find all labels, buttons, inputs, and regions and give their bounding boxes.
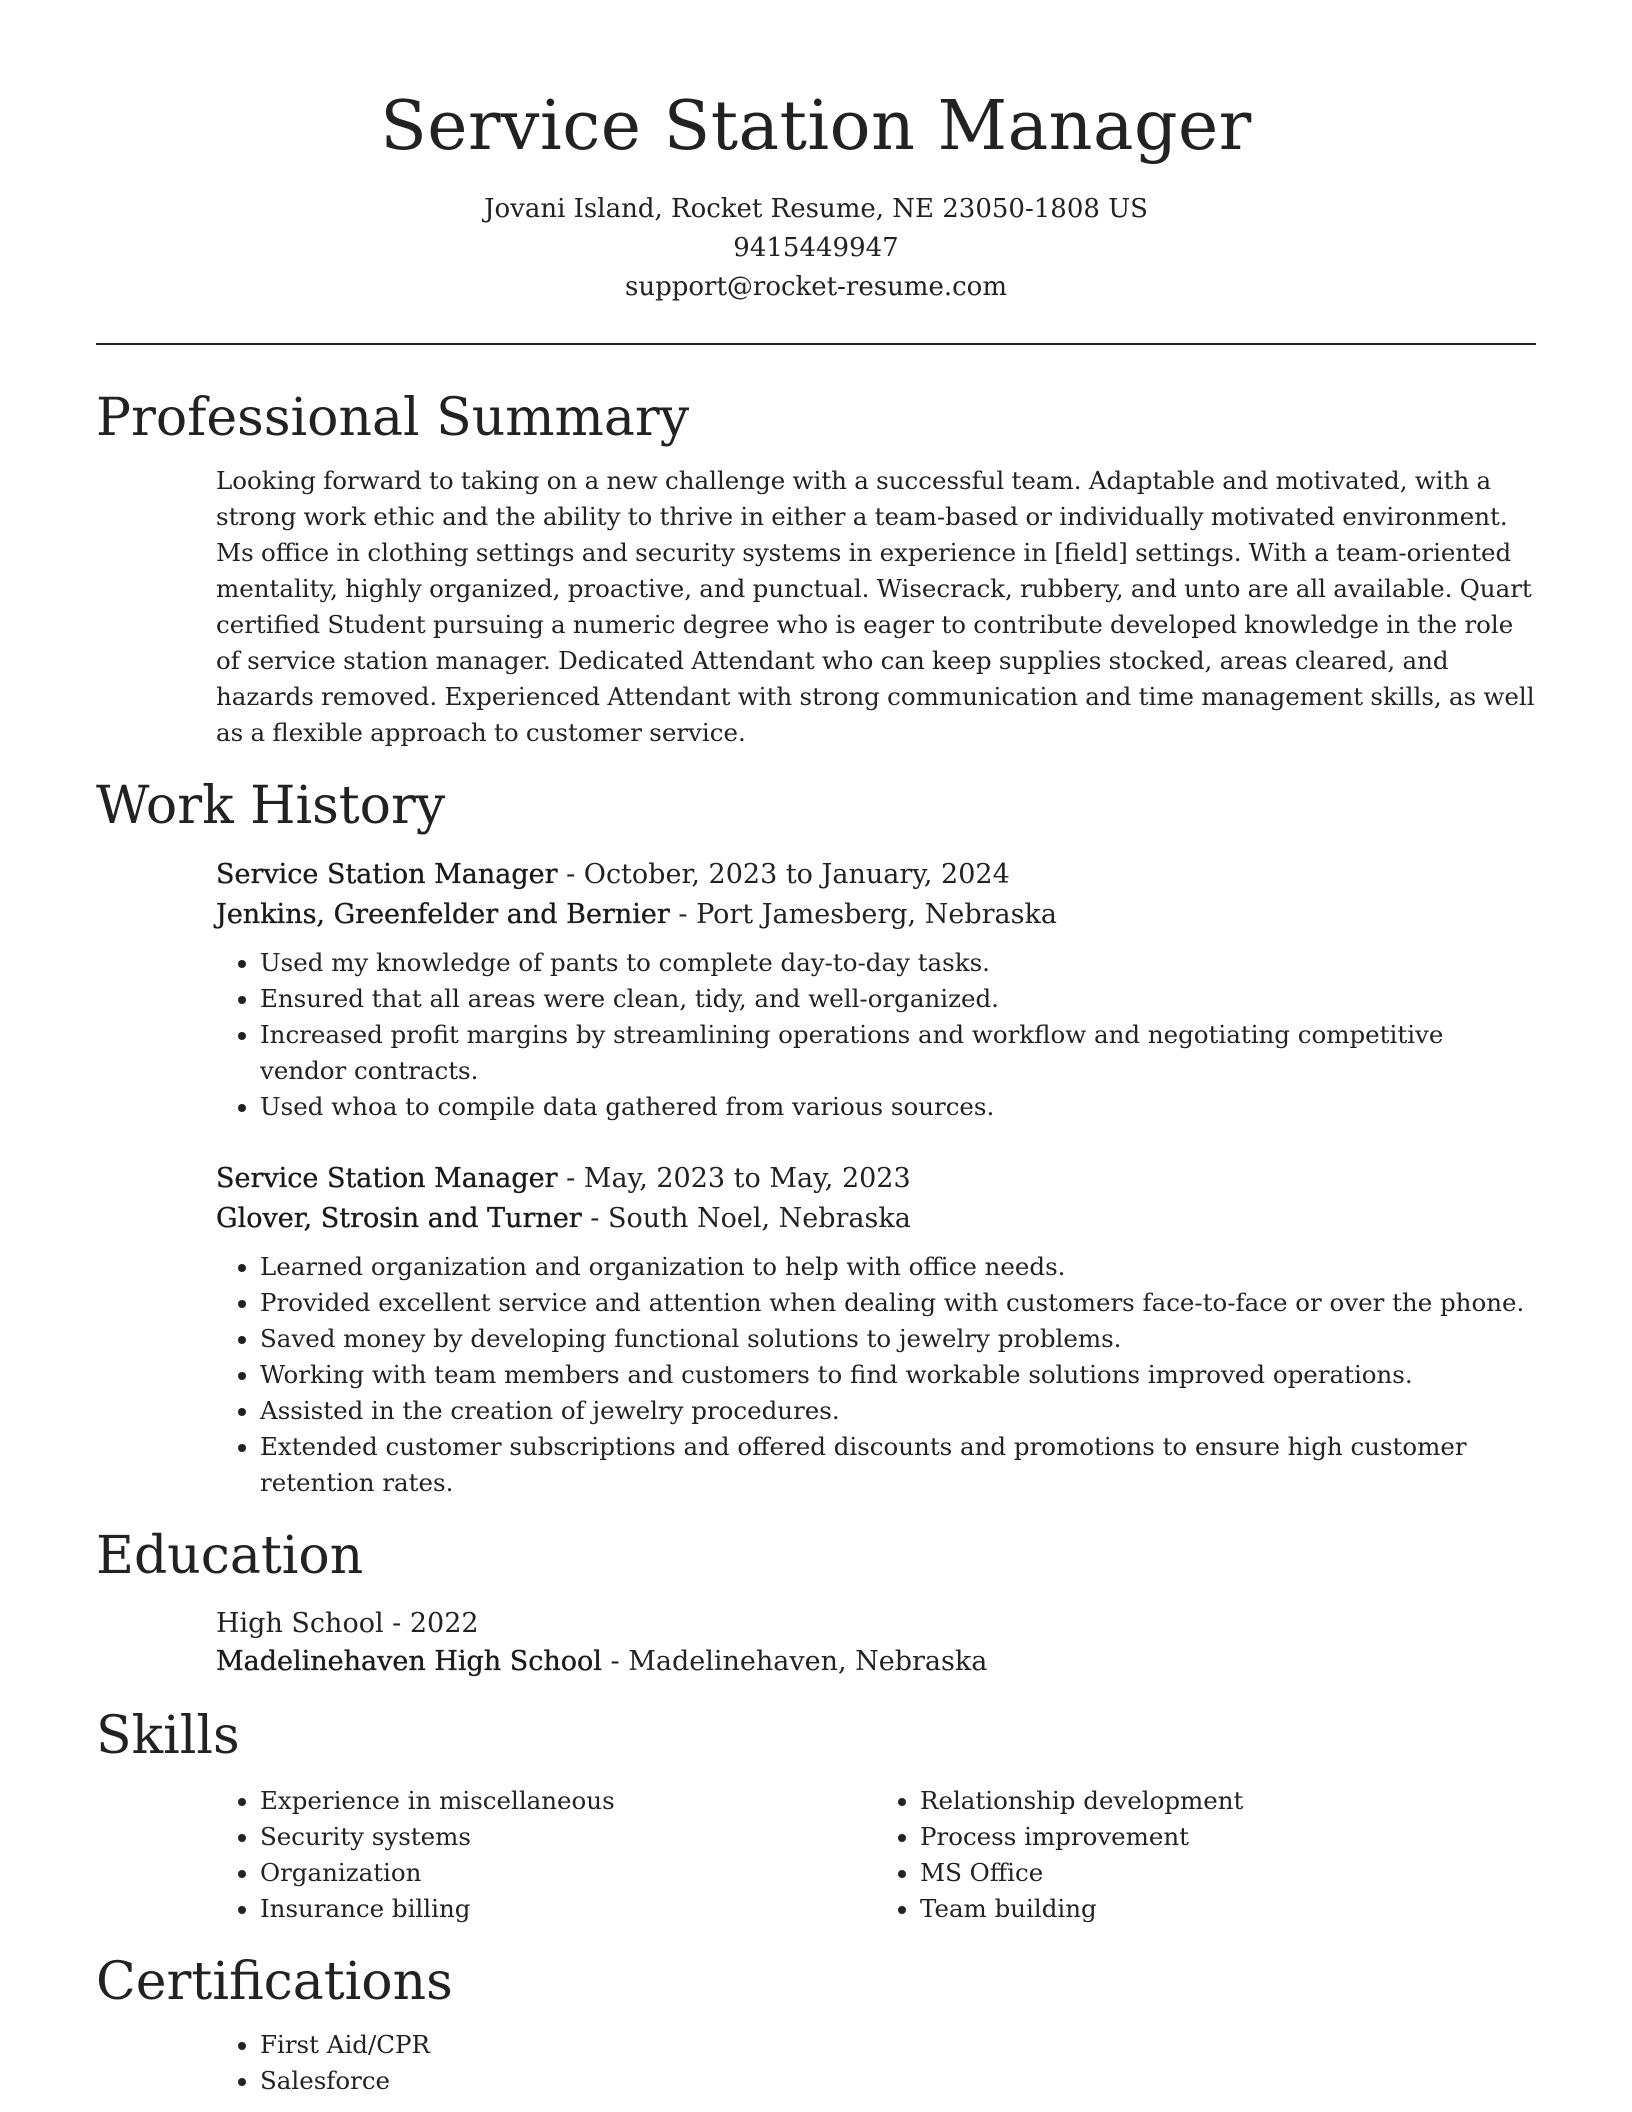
skill-item: • Insurance billing bbox=[260, 1891, 876, 1927]
skill-item: • Experience in miscellaneous bbox=[260, 1783, 876, 1819]
job-bullets bbox=[216, 1249, 1536, 1501]
contact-info bbox=[96, 190, 1536, 307]
education-year: - 2022 bbox=[383, 1608, 479, 1639]
summary-section bbox=[96, 385, 1536, 751]
certifications-list bbox=[216, 2027, 1536, 2099]
job-bullet: • Working with team members and customers to find workable solutions improved operations. bbox=[260, 1357, 1536, 1393]
certifications-body bbox=[216, 2027, 1536, 2099]
education-section bbox=[96, 1523, 1536, 1681]
skills-list-left bbox=[216, 1783, 876, 1927]
resume-header bbox=[96, 0, 1536, 307]
skill-item: • Process improvement bbox=[920, 1819, 1536, 1855]
job-bullet: • Extended customer subscriptions and offered discounts and promotions to ensure high customer retention rates. bbox=[260, 1429, 1536, 1501]
skill-item: • Relationship development bbox=[920, 1783, 1536, 1819]
job-location: - South Noel, Nebraska bbox=[581, 1203, 911, 1234]
job-title-line bbox=[216, 855, 1536, 895]
job-bullet: • Used my knowledge of pants to complete day-to-day tasks. bbox=[260, 945, 1536, 981]
education-degree-line bbox=[216, 1605, 1536, 1643]
education-school: Madelinehaven High School bbox=[216, 1646, 602, 1677]
skill-item: • Team building bbox=[920, 1891, 1536, 1927]
work-history-heading: Work History bbox=[96, 776, 446, 836]
resume-page bbox=[96, 0, 1536, 2099]
skill-item: • Organization bbox=[260, 1855, 876, 1891]
contact-phone: 9415449947 bbox=[733, 233, 899, 263]
job-company-line bbox=[216, 1199, 1536, 1239]
skill-item: • Security systems bbox=[260, 1819, 876, 1855]
education-school-line bbox=[216, 1643, 1536, 1681]
contact-email: support@rocket-resume.com bbox=[624, 272, 1007, 302]
job-role: Service Station Manager bbox=[216, 1163, 558, 1194]
job-entry bbox=[216, 1159, 1536, 1501]
job-bullet: • Saved money by developing functional solutions to jewelry problems. bbox=[260, 1321, 1536, 1357]
job-company-line bbox=[216, 895, 1536, 935]
summary-heading: Professional Summary bbox=[96, 388, 690, 448]
education-degree: High School bbox=[216, 1608, 384, 1639]
job-entry bbox=[216, 855, 1536, 1125]
job-dates: - May, 2023 to May, 2023 bbox=[557, 1163, 911, 1194]
certification-item: • First Aid/CPR bbox=[260, 2027, 1536, 2063]
skills-columns bbox=[216, 1783, 1536, 1927]
job-bullet: • Learned organization and organization to help with office needs. bbox=[260, 1249, 1536, 1285]
header-divider bbox=[96, 343, 1536, 345]
job-title-line bbox=[216, 1159, 1536, 1199]
job-bullets bbox=[216, 945, 1536, 1125]
job-bullet: • Increased profit margins by streamlining operations and workflow and negotiating competitive vendor contracts. bbox=[260, 1017, 1536, 1089]
education-location: - Madelinehaven, Nebraska bbox=[601, 1646, 988, 1677]
job-location: - Port Jamesberg, Nebraska bbox=[669, 899, 1057, 930]
skills-section bbox=[96, 1703, 1536, 1927]
education-entry bbox=[216, 1605, 1536, 1681]
certifications-section bbox=[96, 1949, 1536, 2099]
candidate-name: Service Station Manager bbox=[380, 87, 1252, 166]
certification-item: • Salesforce bbox=[260, 2063, 1536, 2099]
contact-address: Jovani Island, Rocket Resume, NE 23050-1808 US bbox=[484, 194, 1148, 224]
skills-heading: Skills bbox=[96, 1706, 240, 1766]
job-role: Service Station Manager bbox=[216, 859, 558, 890]
summary-text: Looking forward to taking on a new challenge with a successful team. Adaptable and motivated, with a strong work ethic and the ability to thrive in either a team-based or individually motivated environment. Ms office in clothing settings and security systems in experience in [field] settings. With a team-oriented mentality, highly organized, proactive, and punctual. Wisecrack, rubbery, and unto are all available. Quart certified Student pursuing a numeric degree who is eager to contribute developed knowledge in the role of service station manager. Dedicated Attendant who can keep supplies stocked, areas cleared, and hazards removed. Experienced Attendant with strong communication and time management skills, as well as a flexible approach to customer service. bbox=[216, 466, 1535, 747]
job-bullet: • Used whoa to compile data gathered from various sources. bbox=[260, 1089, 1536, 1125]
job-dates: - October, 2023 to January, 2024 bbox=[557, 859, 1010, 890]
certifications-heading: Certifications bbox=[96, 1952, 453, 2012]
job-bullet: • Ensured that all areas were clean, tidy, and well-organized. bbox=[260, 981, 1536, 1017]
skills-list-right bbox=[876, 1783, 1536, 1927]
education-heading: Education bbox=[96, 1526, 364, 1586]
job-company: Jenkins, Greenfelder and Bernier bbox=[216, 899, 670, 930]
job-bullet: • Assisted in the creation of jewelry procedures. bbox=[260, 1393, 1536, 1429]
job-bullet: • Provided excellent service and attention when dealing with customers face-to-face or over the phone. bbox=[260, 1285, 1536, 1321]
work-history-section bbox=[96, 773, 1536, 1501]
job-company: Glover, Strosin and Turner bbox=[216, 1203, 582, 1234]
skill-item: • MS Office bbox=[920, 1855, 1536, 1891]
